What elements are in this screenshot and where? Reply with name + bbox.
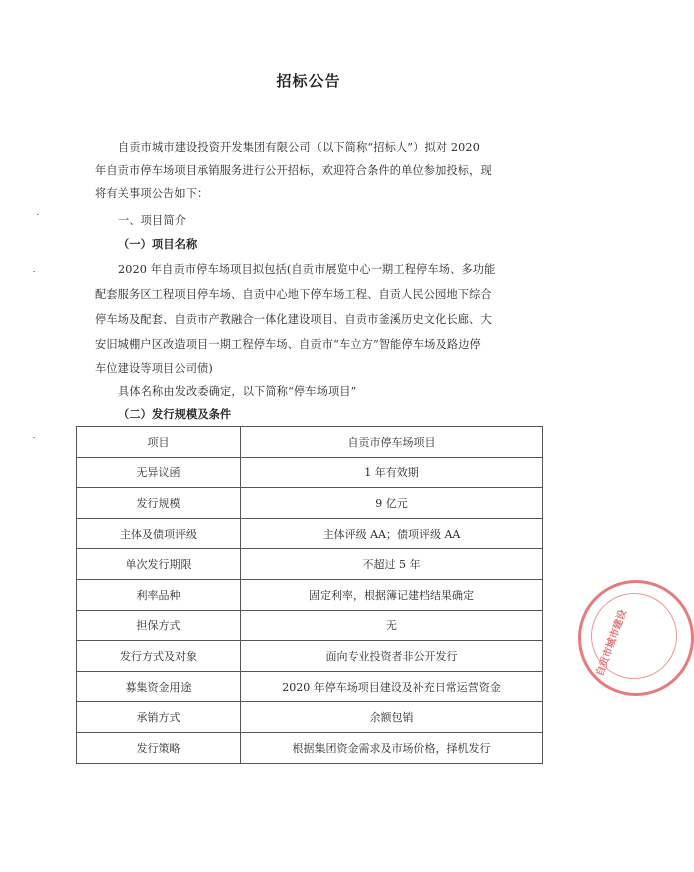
- project-body-line-3: 停车场及配套、自贡市产教融合一体化建设项目、自贡市釜溪历史文化长廊、大: [95, 313, 492, 326]
- project-body-line-2: 配套服务区工程项目停车场、自贡中心地下停车场工程、自贡人民公园地下综合: [95, 288, 492, 301]
- table-value: 面向专业投资者非公开发行: [241, 641, 543, 672]
- intro-line-1: 自贡市城市建设投资开发集团有限公司（以下简称“招标人”）拟对 2020: [118, 141, 480, 154]
- table-label: 发行规模: [77, 488, 241, 519]
- table-row: [77, 579, 543, 610]
- scan-speck: [33, 437, 35, 438]
- table-row: [77, 702, 543, 733]
- table-value: 自贡市停车场项目: [241, 427, 543, 458]
- table-value: 2020 年停车场项目建设及补充日常运营资金: [241, 671, 543, 702]
- table-row: [77, 518, 543, 549]
- project-body-line-4: 安旧城棚户区改造项目一期工程停车场、自贡市“车立方”智能停车场及路边停: [95, 338, 481, 351]
- scan-speck: [33, 271, 35, 272]
- project-body-line-1: 2020 年自贡市停车场项目拟包括(自贡市展览中心一期工程停车场、多功能: [118, 263, 496, 276]
- table-label: 募集资金用途: [77, 671, 241, 702]
- table-label: 项目: [77, 427, 241, 458]
- page-title: 招标公告: [276, 72, 341, 90]
- table-label: 无异议函: [77, 457, 241, 488]
- section-heading: 一、项目简介: [118, 214, 187, 227]
- issuance-terms-table: [76, 426, 543, 764]
- intro-line-2: 年自贡市停车场项目承销服务进行公开招标，欢迎符合条件的单位参加投标，现: [95, 164, 492, 177]
- table-row: [77, 488, 543, 519]
- table-value: 主体评级 AA；债项评级 AA: [241, 518, 543, 549]
- table-value: 9 亿元: [241, 488, 543, 519]
- table-row: [77, 457, 543, 488]
- table-row: [77, 549, 543, 580]
- table-label: 承销方式: [77, 702, 241, 733]
- table-value: 无: [241, 610, 543, 641]
- table-value: 1 年有效期: [241, 457, 543, 488]
- scan-speck: [37, 214, 39, 215]
- table-row: [77, 671, 543, 702]
- table-label: 单次发行期限: [77, 549, 241, 580]
- seal-text: 自贡市城市建设: [594, 608, 630, 678]
- table-label: 发行方式及对象: [77, 641, 241, 672]
- subsection-heading-name: （一）项目名称: [118, 238, 198, 251]
- intro-line-3: 将有关事项公告如下：: [95, 187, 209, 200]
- table-row: [77, 641, 543, 672]
- subsection-heading-scale: （二）发行规模及条件: [118, 408, 232, 421]
- project-body-line-5: 车位建设等项目公司债): [95, 362, 213, 375]
- table-value: 余额包销: [241, 702, 543, 733]
- company-seal-stamp: [578, 580, 694, 696]
- table-value: 固定利率，根据簿记建档结果确定: [241, 579, 543, 610]
- table-value: 不超过 5 年: [241, 549, 543, 580]
- project-note: 具体名称由发改委确定，以下简称“停车场项目”: [118, 385, 357, 398]
- table-label: 主体及债项评级: [77, 518, 241, 549]
- table-label: 担保方式: [77, 610, 241, 641]
- table-label: 利率品种: [77, 579, 241, 610]
- table-row: [77, 427, 543, 458]
- table-row: [77, 610, 543, 641]
- table-label: 发行策略: [77, 732, 241, 763]
- table-value: 根据集团资金需求及市场价格，择机发行: [241, 732, 543, 763]
- table-row: [77, 732, 543, 763]
